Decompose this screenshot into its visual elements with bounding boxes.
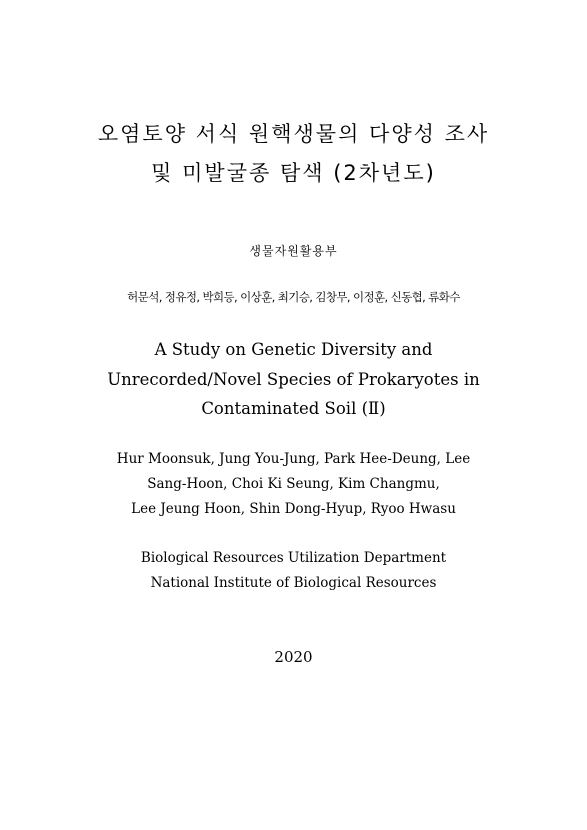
english-title-line-3: Contaminated Soil (Ⅱ) bbox=[201, 399, 386, 418]
english-department: Biological Resources Utilization Department bbox=[140, 550, 447, 566]
publication-year: 2020 bbox=[274, 648, 313, 666]
english-title-line-2: Unrecorded/Novel Species of Prokaryotes in bbox=[107, 370, 480, 389]
english-authors-line-1: Hur Moonsuk, Jung You-Jung, Park Hee-Deung, Lee bbox=[116, 451, 471, 467]
english-authors-line-2: Sang-Hoon, Choi Ki Seung, Kim Changmu, bbox=[147, 476, 440, 492]
korean-title-line-2: 및 미발굴종 탐색 (2차년도) bbox=[151, 161, 436, 185]
english-institute: National Institute of Biological Resources bbox=[150, 575, 437, 591]
english-title-line-1: A Study on Genetic Diversity and bbox=[154, 340, 433, 359]
korean-authors: 허문석, 정유정, 박희등, 이상훈, 최기승, 김창무, 이정훈, 신동협, 류화수 bbox=[127, 290, 460, 304]
english-authors-line-3: Lee Jeung Hoon, Shin Dong-Hyup, Ryoo Hwasu bbox=[131, 501, 456, 517]
korean-title-line-1: 오염토양 서식 원핵생물의 다양성 조사 bbox=[97, 122, 490, 146]
korean-department: 생물자원활용부 bbox=[249, 244, 338, 258]
